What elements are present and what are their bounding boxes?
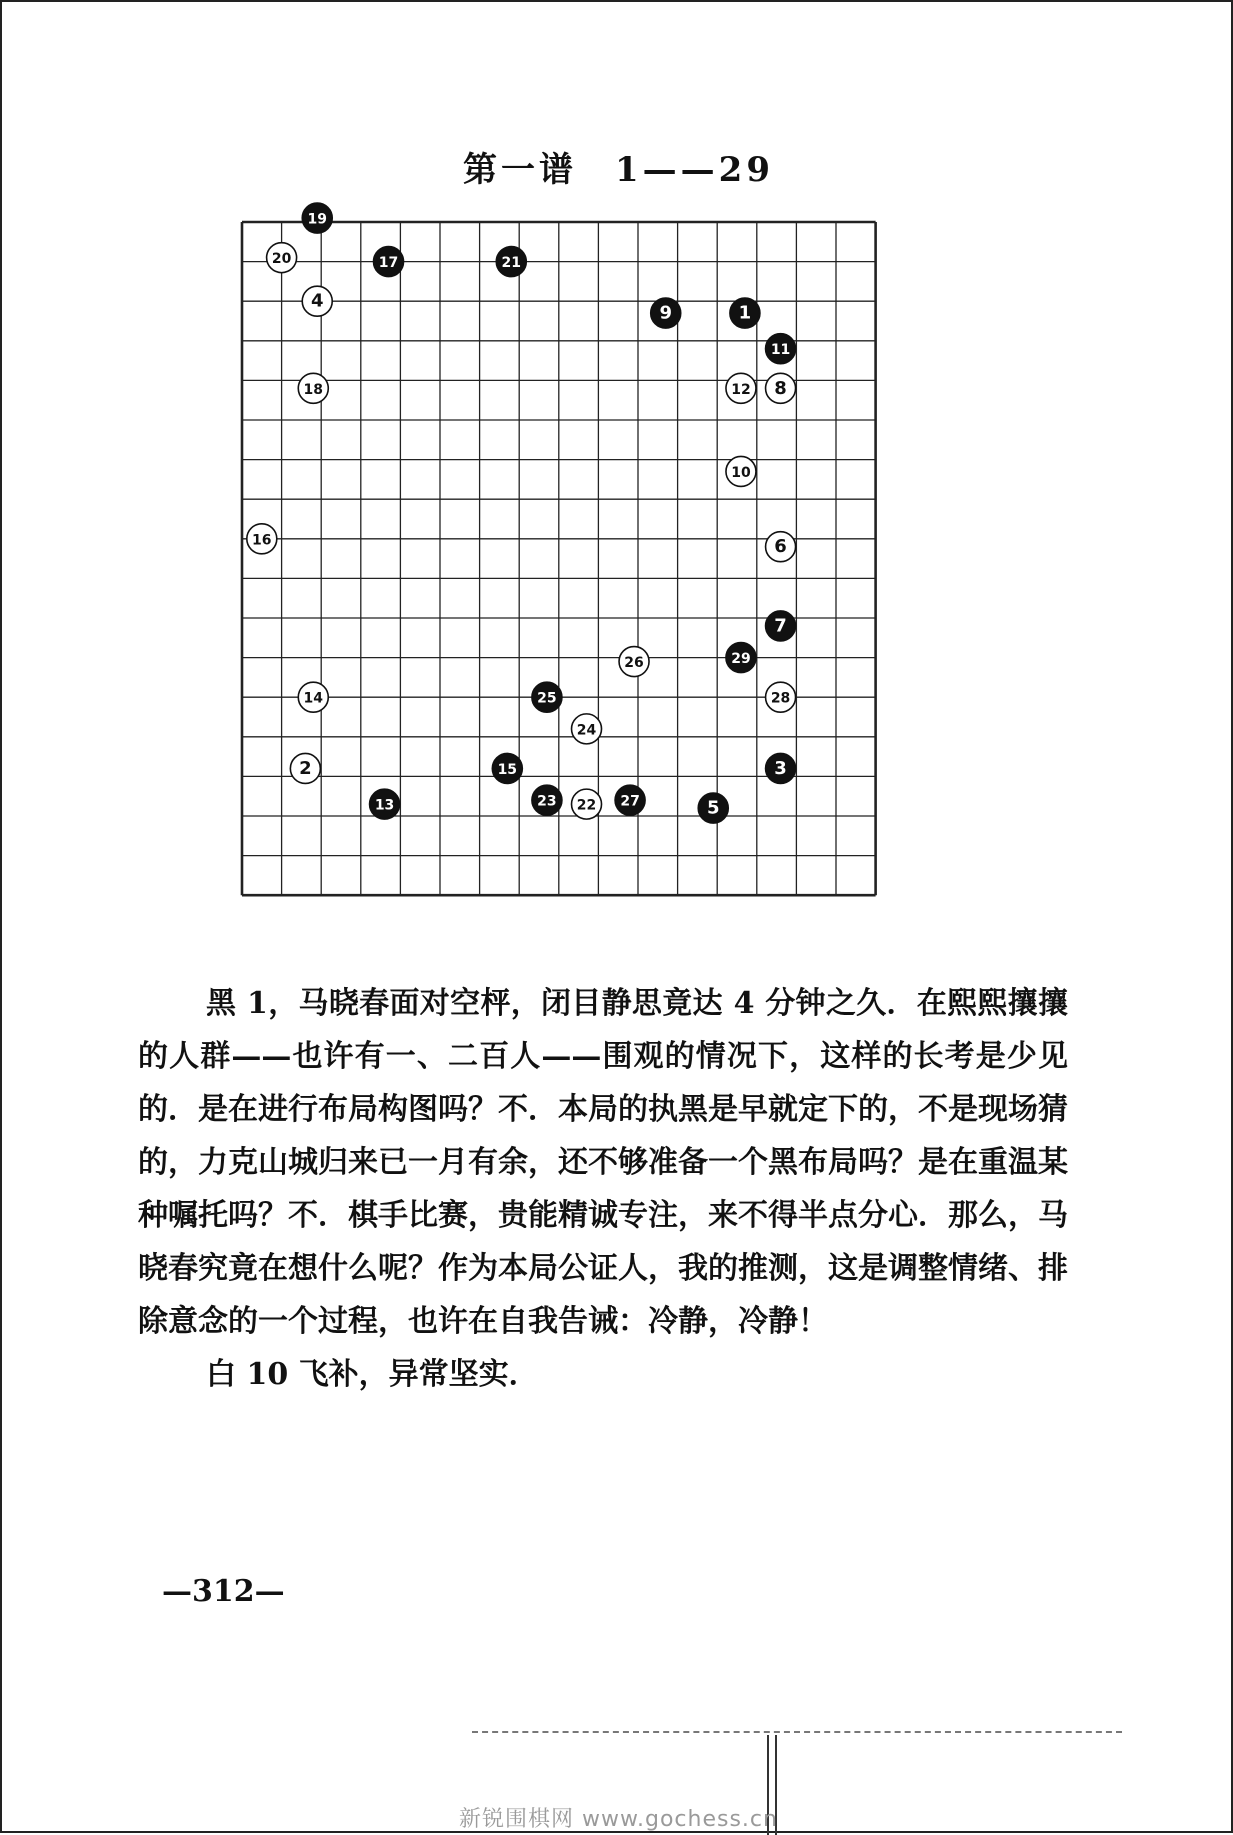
stone-black-11 bbox=[766, 334, 796, 364]
svg-text:15: 15 bbox=[497, 761, 518, 778]
stone-white-28 bbox=[766, 682, 796, 712]
svg-text:14: 14 bbox=[303, 690, 324, 707]
stone-black-7 bbox=[766, 611, 796, 641]
svg-text:11: 11 bbox=[770, 342, 791, 359]
svg-text:26: 26 bbox=[624, 655, 644, 672]
svg-text:4: 4 bbox=[310, 290, 324, 312]
svg-text:24: 24 bbox=[576, 722, 597, 739]
stone-black-25 bbox=[532, 682, 562, 712]
svg-text:9: 9 bbox=[659, 302, 672, 324]
stone-black-13 bbox=[370, 789, 400, 819]
site-watermark: 新锐围棋网 www.gochess.cn bbox=[459, 1807, 778, 1832]
stone-black-9 bbox=[651, 298, 681, 328]
svg-text:17: 17 bbox=[378, 255, 399, 272]
svg-text:20: 20 bbox=[271, 251, 292, 268]
svg-text:27: 27 bbox=[620, 793, 640, 810]
go-board-diagram bbox=[2, 2, 1233, 962]
svg-text:10: 10 bbox=[731, 464, 751, 481]
svg-text:12: 12 bbox=[731, 381, 751, 398]
stone-white-22 bbox=[572, 789, 602, 819]
stone-white-16 bbox=[247, 524, 277, 554]
svg-text:7: 7 bbox=[774, 615, 787, 637]
stone-black-3 bbox=[766, 753, 796, 783]
stone-black-1 bbox=[730, 298, 760, 328]
svg-text:2: 2 bbox=[299, 757, 312, 779]
svg-text:29: 29 bbox=[731, 651, 751, 668]
diagram-title: 第一谱 1——29 bbox=[463, 150, 774, 190]
svg-text:21: 21 bbox=[501, 255, 522, 272]
stone-white-26 bbox=[619, 647, 649, 677]
page-number: —312— bbox=[162, 1574, 285, 1609]
stone-black-15 bbox=[492, 753, 522, 783]
svg-text:25: 25 bbox=[537, 690, 557, 707]
stone-black-23 bbox=[532, 785, 562, 815]
stone-white-2 bbox=[290, 753, 320, 783]
svg-text:8: 8 bbox=[774, 377, 787, 399]
stone-black-29 bbox=[726, 643, 756, 673]
stone-black-21 bbox=[496, 247, 526, 277]
stone-black-19 bbox=[302, 203, 332, 233]
stone-white-10 bbox=[726, 456, 756, 486]
svg-text:28: 28 bbox=[770, 690, 791, 707]
scan-edge-line bbox=[472, 1731, 1122, 1733]
svg-text:6: 6 bbox=[774, 536, 787, 558]
svg-text:23: 23 bbox=[537, 793, 557, 810]
commentary-paragraph-1: 黑 1，马晓春面对空枰，闭目静思竟达 4 分钟之久．在熙熙攘攘的人群——也许有一、二百人——围观的情况下，这样的长考是少见的．是在进行布局构图吗？不．本局的执黑是早就定下的，不是现场猜的，力克山城归来已一月有余，还不够准备一个黑布局吗？是在重温某种嘱托吗？不．棋手比赛，贵能精诚专注，来不得半点分心．那么，马晓春究竟在想什么呢？作为本局公证人，我的推测，这是调整情绪、排除意念的一个过程，也许在自我告诫：冷静，冷静！ bbox=[138, 986, 1068, 1339]
svg-text:13: 13 bbox=[374, 797, 395, 814]
svg-text:19: 19 bbox=[307, 211, 327, 228]
commentary bbox=[138, 977, 1068, 1401]
stone-white-4 bbox=[302, 286, 332, 316]
svg-text:16: 16 bbox=[252, 532, 272, 549]
stone-black-5 bbox=[698, 793, 728, 823]
svg-text:3: 3 bbox=[774, 757, 787, 779]
svg-text:5: 5 bbox=[706, 797, 720, 819]
stone-white-20 bbox=[267, 243, 297, 273]
commentary-paragraph-2: 白 10 飞补，异常坚实． bbox=[206, 1357, 539, 1392]
stone-white-14 bbox=[298, 682, 328, 712]
stone-white-12 bbox=[726, 373, 756, 403]
stone-white-8 bbox=[766, 373, 796, 403]
stone-black-27 bbox=[615, 785, 645, 815]
stone-white-6 bbox=[766, 532, 796, 562]
svg-text:1: 1 bbox=[738, 302, 752, 324]
stone-white-24 bbox=[572, 714, 602, 744]
stone-black-17 bbox=[374, 247, 404, 277]
stone-white-18 bbox=[298, 373, 328, 403]
board-stones bbox=[247, 203, 796, 823]
svg-text:18: 18 bbox=[303, 381, 324, 398]
svg-text:22: 22 bbox=[576, 797, 597, 814]
